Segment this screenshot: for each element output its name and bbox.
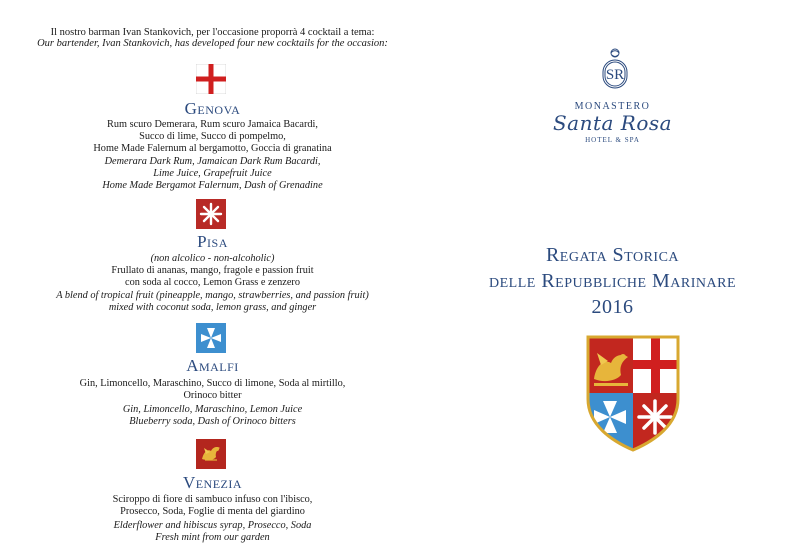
cocktail-title-venezia: Venezia: [182, 473, 243, 492]
cocktail-ingredients-it-pisa: (non alcolico - non-alcoholic) Frullato di ananas, mango, fragole e passion fruit con soda al cocco, Lemon Grass e zenzero: [111, 253, 314, 288]
cocktail-ingredients-en-pisa: A blend of tropical fruit (pineapple, mango, strawberries, and passion fruit) mixed with coconut soda, lemon grass, and ginger: [56, 290, 369, 313]
amalfi-flag-icon: [196, 323, 226, 353]
event-year: 2016: [591, 296, 634, 318]
event-title-line2: delle Repubbliche Marinare: [489, 270, 736, 292]
cocktail-title-genova: Genova: [184, 99, 241, 118]
cocktail-title-pisa: Pisa: [197, 232, 228, 251]
pisa-flag-icon: [196, 199, 226, 229]
svg-text:SR: SR: [605, 67, 625, 83]
cocktail-ingredients-en-genova: Demerara Dark Rum, Jamaican Dark Rum Bacardi, Lime Juice, Grapefruit Juice Home Made Bergamot Falernum, Dash of Grenadine: [102, 156, 323, 191]
marine-republics-shield-icon: [584, 333, 682, 453]
logo-line-monastero: MONASTERO: [574, 101, 651, 112]
cocktail-ingredients-it-amalfi: Gin, Limoncello, Maraschino, Succo di limone, Soda al mirtillo, Orinoco bitter: [79, 378, 346, 401]
cocktail-ingredients-it-genova: Rum scuro Demerara, Rum scuro Jamaica Bacardi, Succo di lime, Succo di pompelmo, Home Made Falernum al bergamotto, Goccia di granatina: [93, 119, 332, 154]
genova-flag-icon: [196, 64, 226, 94]
logo-line-santa-rosa: Santa Rosa: [552, 111, 673, 135]
cocktail-title-amalfi: Amalfi: [186, 356, 239, 375]
event-cover-column: [425, 0, 800, 556]
logo-line-hotel-spa: HOTEL & SPA: [585, 136, 640, 144]
cocktail-ingredients-en-venezia: Elderflower and hibiscus syrap, Prosecco, Soda Fresh mint from our garden: [113, 520, 312, 543]
cocktail-ingredients-it-venezia: Sciroppo di fiore di sambuco infuso con l'ibisco, Prosecco, Soda, Foglie di menta del giardino: [112, 494, 313, 517]
intro-english: Our bartender, Ivan Stankovich, has developed four new cocktails for the occasion:: [37, 38, 388, 49]
hotel-logo-icon: [575, 46, 655, 90]
cocktail-ingredients-en-amalfi: Gin, Limoncello, Maraschino, Lemon Juice Blueberry soda, Dash of Orinoco bitters: [122, 404, 303, 427]
intro-italian: Il nostro barman Ivan Stankovich, per l'occasione proporrà 4 cocktail a tema:: [50, 27, 375, 38]
venezia-flag-icon: [196, 439, 226, 469]
event-title-line1: Regata Storica: [545, 244, 680, 266]
